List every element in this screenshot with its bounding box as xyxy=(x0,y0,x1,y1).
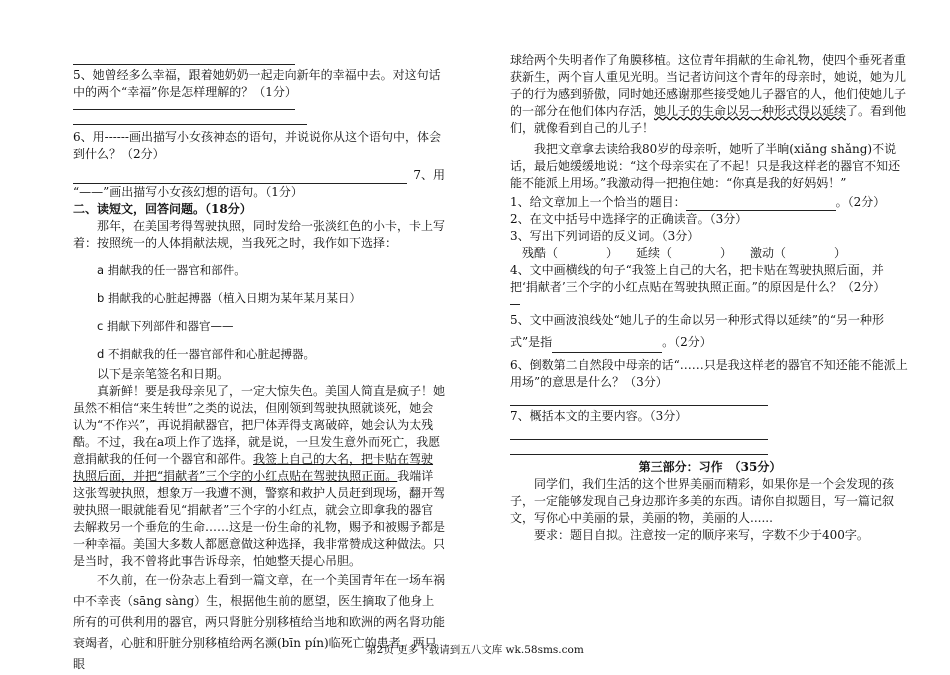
question-7: “——”画出描写小女孩幻想的语句。（1分） xyxy=(73,185,303,199)
answer-line xyxy=(73,116,307,125)
question-r1-text: 1、给文章加上一个恰当的题目： xyxy=(510,195,686,209)
answer-line[interactable] xyxy=(510,391,768,406)
paragraph-sign: 以下是亲笔签名和日期。 xyxy=(97,367,230,381)
paragraph-5: 我把文章拿去读给我80岁的母亲听，她听了半晌(xiǎng shǎng)不说话，最后她缓缓地说：“这个母亲实在了不起！只是我这样老的器官不知还能不能派上用场。”我激动得一把抱住她：“你真是我的好妈妈！” xyxy=(510,142,901,190)
option-a: a 捐献我的任一器官和部件。 xyxy=(97,263,246,277)
paragraph-4-end: 了。看到他们，就像看到自己的儿子！ xyxy=(510,104,907,135)
section-3-title: 第三部分：习作 （35分） xyxy=(638,460,782,474)
paragraph-3: 不久前，在一份杂志上看到一篇文章，在一个美国青年在一场车祸中不幸丧（sāng sàng）生，根据他生前的愿望，医生摘取了他身上所有的可供利用的器官，两只肾脏分别移植给当地和欧洲的两名肾功能衰竭者，心脏和肝脏分别移植给两名濒(bīn pín)临死亡的患者，两只眼 xyxy=(73,573,446,671)
option-b: b 捐献我的心脏起搏器（植入日期为某年某月某日） xyxy=(97,291,361,305)
paragraph-2-start: 真新鲜！要是我母亲见了，一定大惊失色。美国人简直是疯子！她虽然不相信“来生转世”之类的说法，但刚领到驾驶执照就谈死，她会认为“不作兴”，再说捐献器官，把尸体弄得支离破碎，她会认为太残酷。不过，我在a项上作了选择，就是说，一旦发生意外而死亡，我愿意捐献我的任何一个器官和部件。 xyxy=(73,384,446,466)
question-6: 6、用------画出描写小女孩神态的语句，并说说你从这个语句中，体会到什么？（2分） xyxy=(73,130,441,161)
answer-line[interactable] xyxy=(510,440,768,455)
option-c: c 捐献下列部件和器官—— xyxy=(97,319,234,333)
answer-line xyxy=(73,173,407,184)
question-r5 xyxy=(510,309,910,353)
essay-prompt: 同学们，我们生活的这个世界美丽而精彩，如果你是一个会发现的孩子，一定能够发现自己身边那许多美的东西。请你自拟题目，写一篇记叙文，写你心中美丽的景，美丽的物，美丽的人...... xyxy=(510,477,895,525)
paragraph-4 xyxy=(510,52,910,137)
left-column xyxy=(73,56,445,675)
antonym-3[interactable]: 激动（ ） xyxy=(750,246,847,260)
answer-line xyxy=(73,101,295,110)
paragraph-2 xyxy=(73,383,445,570)
question-r1 xyxy=(510,194,910,211)
paragraph-4-start: 球给两个失明者作了角膜移植。这位青年捐献的生命礼物，使四个垂死者重获新生，两个盲人重见光明。当记者访问这个青年的母亲时，她说，她为儿子的行为感到骄傲，同时她还感谢那些接受她儿子器官的人，他们使她儿子的一部分在他们体内存活， xyxy=(510,53,907,118)
underlined-sentence: 我签上自己的大名，把卡贴在驾驶执照后面，并把“捐献者”三个字的小红点贴在驾驶执照正面。 xyxy=(73,452,434,483)
question-r5-text: 5、文中画波浪线处“她儿子的生命以另一种形式得以延续”的“另一种形式”是指 xyxy=(510,313,885,349)
antonym-row xyxy=(522,245,910,262)
option-d: d 不捐献我的任一器官部件和心脏起搏器。 xyxy=(97,347,315,361)
question-r6: 6、倒数第二自然段中母亲的话“……只是我这样老的器官不知还能不能派上用场”的意思是什么？（3分） xyxy=(510,358,908,389)
section-2-title: 二、读短文，回答问题。（18分） xyxy=(73,202,252,216)
question-r7: 7、概括本文的主要内容。（3分） xyxy=(510,409,688,423)
essay-requirements: 要求：题目自拟。注意按一定的顺序来写，字数不少于400字。 xyxy=(534,528,869,542)
title-blank[interactable] xyxy=(686,198,836,211)
page-footer: 第2页 更多下载请到五八文库 wk.58sms.com xyxy=(366,644,584,656)
paragraph-1: 那年，在美国考得驾驶执照，同时发给一张淡红色的小卡，卡上写着：按照统一的人体捐献法规，当我死之时，我作如下选择： xyxy=(73,219,446,250)
wavy-sentence: 她儿子的生命以另一种形式得以延续 xyxy=(654,104,847,118)
question-5: 5、她曾经多么幸福，跟着她奶奶一起走向新年的幸福中去。对这句话中的两个“幸福”你是怎样理解的？（1分） xyxy=(73,68,441,99)
paragraph-2-end: 我端详这张驾驶执照，想象万一我遭不测，警察和救护人员赶到现场，翻开驾驶执照一眼就能看见“捐献者”三个字的小红点，就会立即拿我的器官去解救另一个垂危的生命……这是一份生命的礼物，赐予和被赐予都是一种幸福。美国大多数人都愿意做这种选择，我非常赞成这种做法。只是当时，我不曾将此事告诉母亲，怕她整天提心吊胆。 xyxy=(73,469,446,568)
question-r3: 3、写出下列词语的反义词。（3分） xyxy=(510,229,700,243)
antonym-2[interactable]: 延续（ ） xyxy=(636,246,733,260)
answer-line[interactable] xyxy=(510,296,520,305)
form-blank[interactable] xyxy=(552,340,662,353)
antonym-1[interactable]: 残酷（ ） xyxy=(522,246,619,260)
question-r5-score: 。（2分） xyxy=(662,335,712,349)
question-r2: 2、在文中括号中选择字的正确读音。（3分） xyxy=(510,212,748,226)
answer-line[interactable] xyxy=(510,425,768,440)
question-r1-score: 。（2分） xyxy=(835,195,886,209)
question-r4: 4、文中画横线的句子“我签上自己的大名，把卡贴在驾驶执照后面，并把‘捐献者’三个字的小红点贴在驾驶执照正面。”的原因是什么？（2分） xyxy=(510,263,886,294)
question-7-prefix: 7、用 xyxy=(413,168,445,182)
answer-line xyxy=(73,56,295,65)
right-column xyxy=(510,52,910,544)
question-7-row xyxy=(73,167,445,184)
